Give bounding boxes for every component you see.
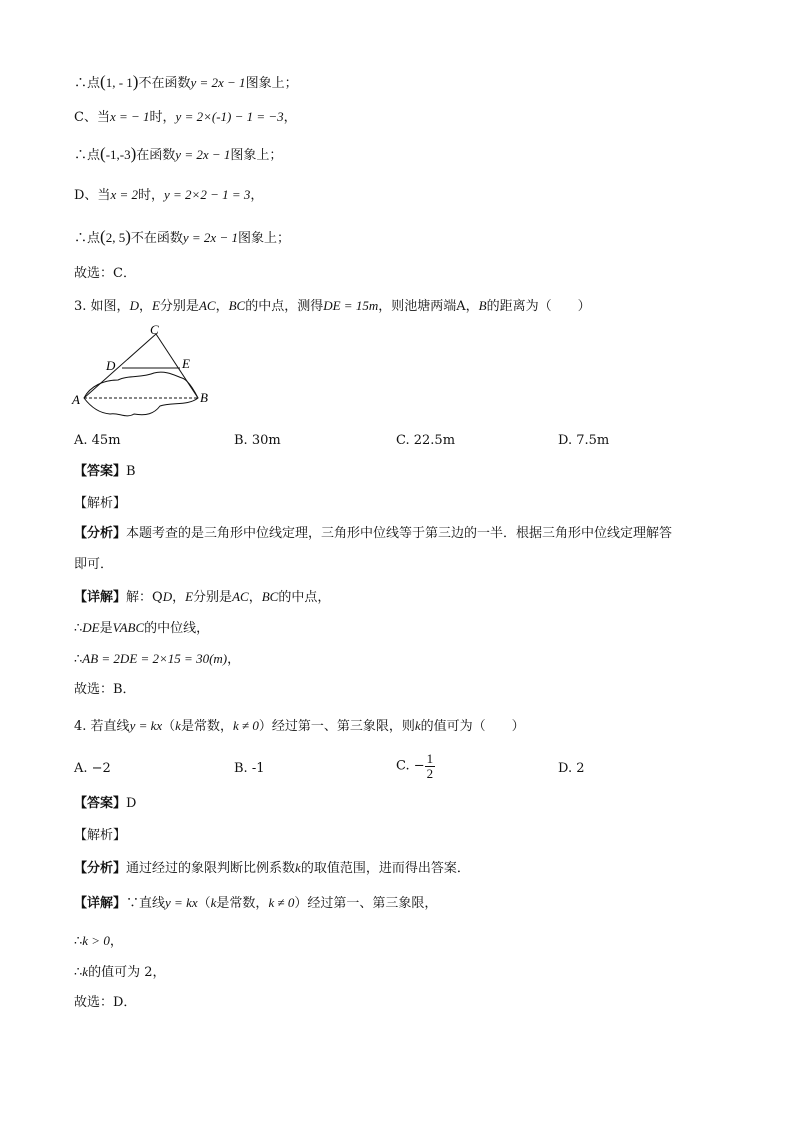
fraction bbox=[425, 752, 436, 781]
label-e: E bbox=[182, 356, 190, 371]
fenxi-tag: 【分析】 bbox=[74, 526, 127, 541]
var: BC bbox=[261, 589, 279, 604]
numerator: 1 bbox=[426, 751, 434, 766]
equation: AB = 2DE = 2×15 = 30(m) bbox=[82, 651, 228, 666]
q4-option-c bbox=[396, 752, 435, 781]
condition: k ≠ 0 bbox=[232, 718, 259, 733]
text: ∵直线 bbox=[126, 896, 166, 911]
text: 不在函数 bbox=[138, 76, 191, 91]
text: 的中点， bbox=[278, 590, 331, 605]
var: D bbox=[129, 298, 139, 313]
text: 是 bbox=[99, 621, 113, 636]
point: -1,-3 bbox=[105, 147, 131, 162]
label-c: C bbox=[150, 322, 159, 337]
fenxi-tag: 【分析】 bbox=[74, 861, 127, 876]
text: 解：Q bbox=[126, 590, 163, 605]
text: 本题考查的是三角形中位线定理，三角形中位线等于第三边的一半．根据三角形中位线定理解答 bbox=[126, 526, 673, 541]
text: 在函数 bbox=[136, 148, 176, 163]
text: ， bbox=[227, 652, 241, 667]
text: ， bbox=[138, 299, 152, 314]
q4-choice: 故选：D． bbox=[74, 995, 137, 1010]
denominator: 2 bbox=[426, 766, 434, 781]
prev-line-2 bbox=[74, 107, 297, 128]
q3-fenxi-1 bbox=[74, 524, 672, 544]
equation: y = 2x − 1 bbox=[175, 147, 231, 162]
q3-option-d: D. 7.5m bbox=[558, 433, 610, 448]
text: ， bbox=[250, 188, 264, 203]
detail-tag: 【详解】 bbox=[74, 590, 127, 605]
equation: y = 2×2 − 1 = 3 bbox=[164, 187, 251, 202]
prev-line-3 bbox=[74, 144, 282, 166]
label-d: D bbox=[106, 358, 116, 373]
text: ∴ bbox=[74, 652, 83, 667]
equation: y = kx bbox=[129, 718, 163, 733]
question-number: 4. bbox=[74, 719, 87, 734]
q3-detail-2 bbox=[74, 618, 209, 639]
q4-detail-3 bbox=[74, 962, 165, 983]
label-b: B bbox=[200, 390, 208, 405]
answer-tag: 【答案】 bbox=[74, 464, 127, 479]
q3-detail-1 bbox=[74, 587, 330, 608]
paren-open: ( bbox=[100, 227, 106, 246]
paren-open: ( bbox=[100, 72, 106, 91]
text: C、当 bbox=[74, 110, 110, 125]
q4-answer bbox=[74, 794, 136, 814]
paren-close: ) bbox=[132, 72, 139, 91]
q3-fenxi-2: 即可． bbox=[74, 557, 114, 572]
q4-option-a: A. −2 bbox=[74, 761, 111, 776]
text: ）经过第一、第三象限，则 bbox=[258, 719, 415, 734]
q3-analysis-tag: 【解析】 bbox=[74, 496, 127, 511]
question-number: 3. bbox=[74, 299, 87, 314]
q4-fenxi bbox=[74, 858, 470, 879]
prev-choice: 故选：C． bbox=[74, 266, 136, 281]
var: k bbox=[414, 718, 421, 733]
text: 不在函数 bbox=[130, 231, 183, 246]
var: E bbox=[185, 589, 194, 604]
text: D、当 bbox=[74, 188, 111, 203]
paren-close: ) bbox=[125, 227, 131, 246]
answer-value: B bbox=[126, 464, 136, 479]
text: 分别是 bbox=[159, 299, 199, 314]
text: 的距离为（ ） bbox=[486, 299, 591, 314]
q3-option-c: C. 22.5m bbox=[396, 433, 456, 448]
q4-detail-1 bbox=[74, 893, 437, 914]
text: 时， bbox=[149, 110, 176, 125]
text: （ bbox=[162, 719, 176, 734]
var: k bbox=[295, 860, 301, 875]
prev-line-4 bbox=[74, 185, 263, 206]
condition: k ≠ 0 bbox=[268, 895, 295, 910]
q3-detail-3 bbox=[74, 649, 240, 670]
answer-tag: 【答案】 bbox=[74, 796, 127, 811]
text: 分别是 bbox=[193, 590, 233, 605]
text: 的取值范围，进而得出答案． bbox=[300, 861, 470, 876]
var: DE bbox=[82, 620, 100, 635]
text: ， bbox=[172, 590, 186, 605]
text: ∴点 bbox=[74, 76, 101, 91]
text: ∴ bbox=[74, 934, 83, 949]
text: ∴ bbox=[74, 621, 83, 636]
prev-line-1 bbox=[74, 72, 298, 94]
equation: y = 2×(-1) − 1 = −3 bbox=[175, 109, 284, 124]
text: ， bbox=[215, 299, 229, 314]
text: 的值可为 2， bbox=[88, 965, 166, 980]
text: 时， bbox=[137, 188, 164, 203]
text: 若直线 bbox=[90, 719, 130, 734]
text: ，则池塘两端A， bbox=[378, 299, 479, 314]
text: 是常数， bbox=[216, 896, 269, 911]
paren-open: ( bbox=[100, 144, 106, 163]
text: 的值可为（ ） bbox=[420, 719, 525, 734]
answer-value: D bbox=[126, 796, 137, 811]
text: ∴ bbox=[74, 965, 83, 980]
equation: y = 2x − 1 bbox=[190, 75, 246, 90]
text: 是常数， bbox=[180, 719, 233, 734]
q3-figure bbox=[70, 320, 230, 430]
var: D bbox=[162, 589, 173, 604]
text: 通过经过的象限判断比例系数 bbox=[126, 861, 296, 876]
inequality: k > 0 bbox=[82, 933, 110, 948]
text: 图象上； bbox=[237, 231, 290, 246]
var: k bbox=[210, 895, 217, 910]
var: AC bbox=[198, 298, 216, 313]
text: ）经过第一、第三象限， bbox=[294, 896, 438, 911]
q3-option-a: A. 45m bbox=[74, 433, 121, 448]
text: 图象上； bbox=[230, 148, 283, 163]
var: BC bbox=[228, 298, 246, 313]
condition: x = − 1 bbox=[109, 109, 150, 124]
equation: DE = 15m bbox=[323, 298, 379, 313]
q3-stem bbox=[74, 296, 591, 317]
text: 如图， bbox=[90, 299, 130, 314]
equation: y = 2x − 1 bbox=[182, 230, 238, 245]
q4-analysis-tag: 【解析】 bbox=[74, 828, 127, 843]
equation: y = kx bbox=[165, 895, 198, 910]
text: 的中点，测得 bbox=[245, 299, 324, 314]
paren-close: ) bbox=[130, 144, 137, 163]
label-a: A bbox=[72, 392, 80, 407]
detail-tag: 【详解】 bbox=[74, 896, 127, 911]
pond-outline bbox=[84, 372, 198, 416]
condition: x = 2 bbox=[110, 187, 138, 202]
text: ， bbox=[283, 110, 297, 125]
q4-detail-2 bbox=[74, 931, 123, 952]
var: B bbox=[478, 298, 487, 313]
side-ca bbox=[84, 334, 156, 398]
var: k bbox=[82, 964, 89, 979]
var: AC bbox=[232, 589, 249, 604]
text: ∴点 bbox=[74, 148, 101, 163]
var: VABC bbox=[112, 620, 145, 635]
text: ， bbox=[109, 934, 123, 949]
point: 2, 5 bbox=[105, 230, 126, 245]
prev-line-5 bbox=[74, 227, 290, 249]
text: ， bbox=[248, 590, 262, 605]
var: k bbox=[175, 718, 181, 733]
q4-option-b: B. -1 bbox=[234, 761, 265, 776]
text: 图象上； bbox=[245, 76, 298, 91]
q3-answer bbox=[74, 462, 136, 482]
text: （ bbox=[197, 896, 211, 911]
q3-option-b: B. 30m bbox=[234, 433, 281, 448]
q3-choice: 故选：B． bbox=[74, 682, 136, 697]
text: ∴点 bbox=[74, 231, 101, 246]
option-prefix: C. − bbox=[396, 758, 425, 774]
var: E bbox=[151, 298, 160, 313]
q4-stem bbox=[74, 716, 525, 737]
point: 1, - 1 bbox=[105, 75, 133, 90]
q4-option-d: D. 2 bbox=[558, 761, 585, 776]
side-cb bbox=[156, 334, 198, 398]
text: 的中位线， bbox=[144, 621, 210, 636]
